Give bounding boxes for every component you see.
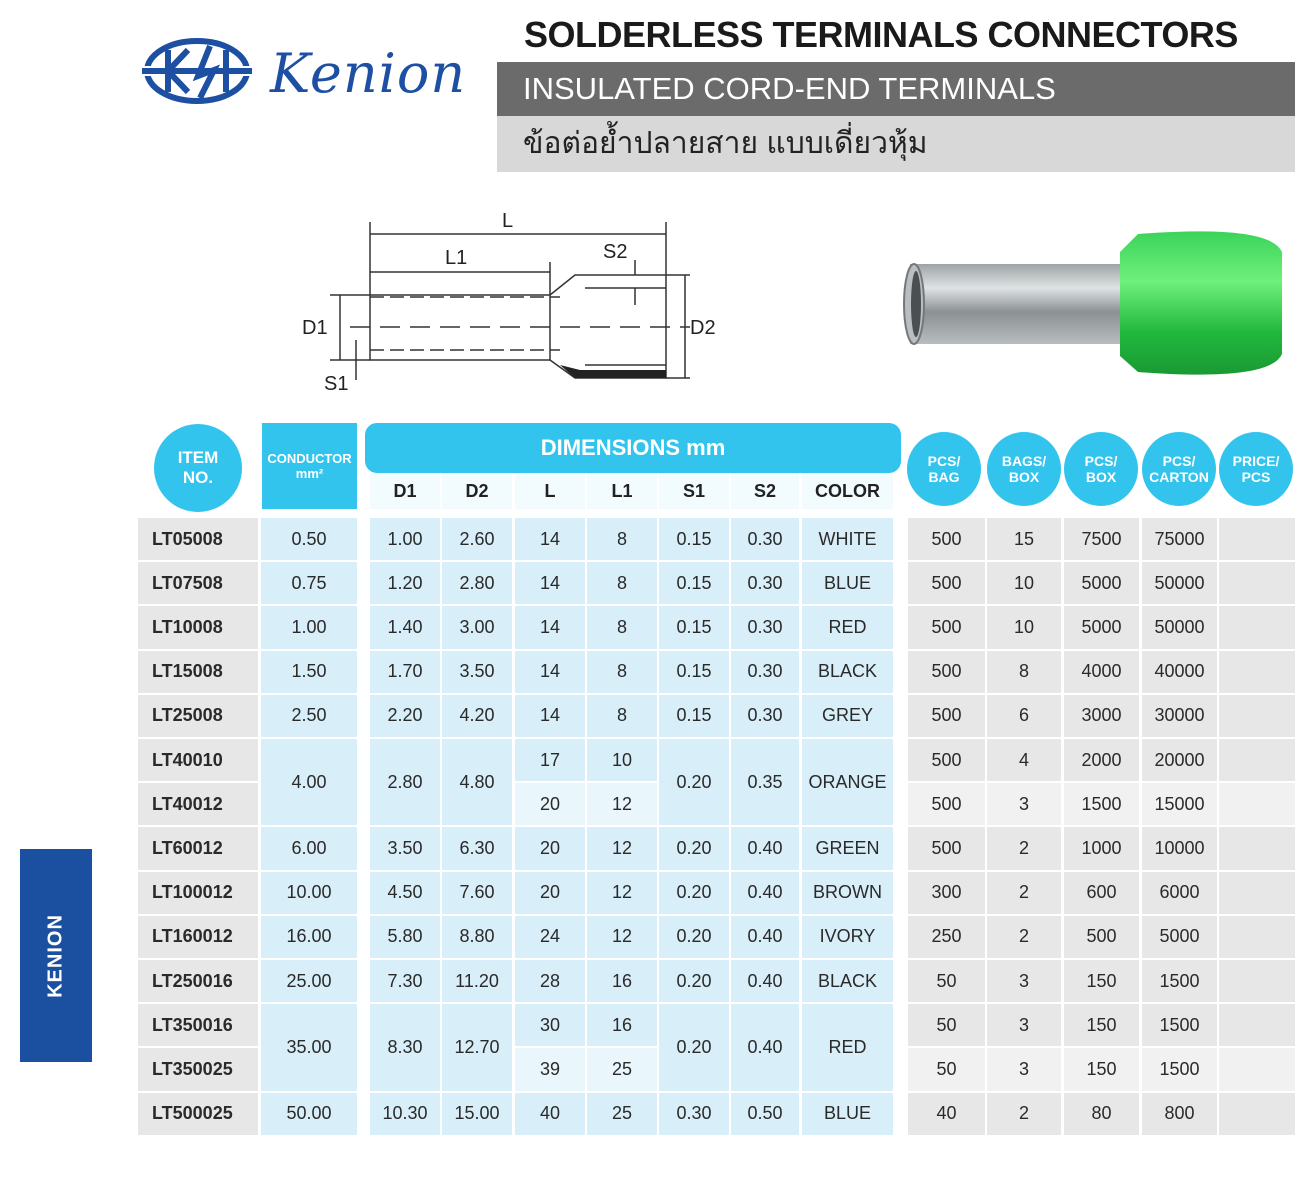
page-subtitle: INSULATED CORD-END TERMINALS (497, 62, 1295, 116)
cell-d1: 1.20 (370, 562, 440, 604)
cell-color: BROWN (802, 872, 893, 914)
cell-s2: 0.40 (731, 916, 799, 958)
side-brand-tab (20, 849, 92, 1062)
cell-l: 14 (515, 695, 585, 737)
cell-pcs_bag: 500 (908, 827, 985, 869)
cell-l: 24 (515, 916, 585, 958)
cell-l1: 8 (587, 606, 657, 648)
cell-price (1219, 872, 1295, 914)
cell-d1: 2.20 (370, 695, 440, 737)
cell-conductor: 35.00 (261, 1004, 357, 1090)
cell-conductor: 25.00 (261, 960, 357, 1002)
subheader-l1: L1 (587, 473, 657, 509)
cell-pcs_carton: 1500 (1142, 1048, 1217, 1090)
cell-pcs_box: 80 (1064, 1093, 1139, 1135)
brand-logo (138, 28, 488, 118)
cell-l: 39 (515, 1048, 585, 1090)
item-number-cell: LT10008 (138, 606, 258, 648)
cell-d2: 8.80 (442, 916, 512, 958)
page-subtitle-thai: ข้อต่อย้ำปลายสาย แบบเดี่ยวหุ้ม (497, 116, 1295, 172)
cell-d1: 5.80 (370, 916, 440, 958)
cell-color: RED (802, 1004, 893, 1090)
cell-d1: 2.80 (370, 739, 440, 825)
cell-l1: 10 (587, 739, 657, 781)
cell-bags_box: 2 (987, 827, 1061, 869)
cell-l1: 12 (587, 872, 657, 914)
cell-l: 14 (515, 562, 585, 604)
cell-pcs_carton: 40000 (1142, 651, 1217, 693)
cell-color: BLACK (802, 651, 893, 693)
cell-pcs_box: 150 (1064, 1048, 1139, 1090)
item-number-cell: LT100012 (138, 872, 258, 914)
cell-color: ORANGE (802, 739, 893, 825)
cell-pcs_box: 150 (1064, 960, 1139, 1002)
cell-pcs_carton: 20000 (1142, 739, 1217, 781)
cell-bags_box: 3 (987, 1004, 1061, 1046)
cell-l1: 8 (587, 695, 657, 737)
cell-d2: 4.80 (442, 739, 512, 825)
cell-pcs_carton: 1500 (1142, 960, 1217, 1002)
brand-name: Kenion (270, 42, 467, 105)
cell-pcs_carton: 5000 (1142, 916, 1217, 958)
label-D1: D1 (302, 317, 328, 339)
cell-price (1219, 518, 1295, 560)
cell-bags_box: 10 (987, 562, 1061, 604)
cell-s1: 0.20 (659, 739, 729, 825)
cell-d2: 3.50 (442, 651, 512, 693)
cell-pcs_bag: 40 (908, 1093, 985, 1135)
cell-pcs_bag: 50 (908, 960, 985, 1002)
cell-s1: 0.15 (659, 518, 729, 560)
cell-s1: 0.15 (659, 695, 729, 737)
terminal-product-image (880, 222, 1290, 382)
cell-s1: 0.20 (659, 1004, 729, 1090)
cell-price (1219, 651, 1295, 693)
item-number-cell: LT05008 (138, 518, 258, 560)
cell-color: RED (802, 606, 893, 648)
cell-l: 28 (515, 960, 585, 1002)
cell-pcs_bag: 500 (908, 562, 985, 604)
header-dimensions: DIMENSIONS mm (365, 423, 901, 473)
cell-l1: 8 (587, 651, 657, 693)
cell-price (1219, 827, 1295, 869)
header-price-pcs: PRICE/ PCS (1219, 432, 1293, 506)
cell-conductor: 50.00 (261, 1093, 357, 1135)
cell-s2: 0.40 (731, 827, 799, 869)
cell-pcs_bag: 300 (908, 872, 985, 914)
header-bags-box: BAGS/ BOX (987, 432, 1061, 506)
cell-s1: 0.15 (659, 606, 729, 648)
cell-price (1219, 695, 1295, 737)
cell-bags_box: 8 (987, 651, 1061, 693)
item-number-cell: LT40010 (138, 739, 258, 781)
cell-s1: 0.20 (659, 872, 729, 914)
cell-d1: 10.30 (370, 1093, 440, 1135)
kenion-logo-icon (138, 36, 256, 106)
cell-d1: 3.50 (370, 827, 440, 869)
header-item-no: ITEM NO. (154, 424, 242, 512)
cell-bags_box: 3 (987, 960, 1061, 1002)
header-pcs-box: PCS/ BOX (1064, 432, 1138, 506)
cell-pcs_box: 5000 (1064, 562, 1139, 604)
cell-bags_box: 3 (987, 1048, 1061, 1090)
cell-s2: 0.30 (731, 518, 799, 560)
cell-bags_box: 15 (987, 518, 1061, 560)
cell-conductor: 1.50 (261, 651, 357, 693)
cell-pcs_box: 7500 (1064, 518, 1139, 560)
cell-l1: 25 (587, 1093, 657, 1135)
cell-s1: 0.20 (659, 916, 729, 958)
item-number-cell: LT350016 (138, 1004, 258, 1046)
cell-d1: 1.70 (370, 651, 440, 693)
cell-pcs_carton: 50000 (1142, 562, 1217, 604)
cell-color: GREEN (802, 827, 893, 869)
cell-conductor: 2.50 (261, 695, 357, 737)
cell-s2: 0.30 (731, 562, 799, 604)
cell-pcs_bag: 50 (908, 1048, 985, 1090)
side-brand-label: KENION (44, 913, 67, 998)
cell-l1: 8 (587, 562, 657, 604)
cell-color: BLUE (802, 1093, 893, 1135)
item-number-cell: LT25008 (138, 695, 258, 737)
cell-s1: 0.15 (659, 651, 729, 693)
cell-pcs_bag: 500 (908, 695, 985, 737)
subheader-l: L (515, 473, 585, 509)
header-conductor: CONDUCTOR mm² (262, 423, 357, 509)
cell-l: 14 (515, 518, 585, 560)
cell-s2: 0.30 (731, 606, 799, 648)
cell-pcs_box: 5000 (1064, 606, 1139, 648)
label-L1: L1 (445, 247, 468, 269)
item-number-cell: LT40012 (138, 783, 258, 825)
cell-price (1219, 783, 1295, 825)
cell-s2: 0.50 (731, 1093, 799, 1135)
item-number-cell: LT500025 (138, 1093, 258, 1135)
cell-pcs_carton: 800 (1142, 1093, 1217, 1135)
cell-color: GREY (802, 695, 893, 737)
item-number-cell: LT60012 (138, 827, 258, 869)
subheader-d1: D1 (370, 473, 440, 509)
cell-l: 14 (515, 651, 585, 693)
cell-bags_box: 4 (987, 739, 1061, 781)
cell-conductor: 16.00 (261, 916, 357, 958)
cell-bags_box: 6 (987, 695, 1061, 737)
cell-pcs_bag: 500 (908, 606, 985, 648)
label-S1: S1 (324, 373, 349, 395)
cell-price (1219, 960, 1295, 1002)
cell-price (1219, 739, 1295, 781)
cell-s2: 0.40 (731, 960, 799, 1002)
cell-d2: 7.60 (442, 872, 512, 914)
cell-conductor: 0.50 (261, 518, 357, 560)
item-number-cell: LT15008 (138, 651, 258, 693)
item-number-cell: LT250016 (138, 960, 258, 1002)
cell-bags_box: 3 (987, 783, 1061, 825)
cell-pcs_bag: 500 (908, 739, 985, 781)
cell-color: IVORY (802, 916, 893, 958)
cell-pcs_box: 500 (1064, 916, 1139, 958)
cell-l: 40 (515, 1093, 585, 1135)
item-number-cell: LT07508 (138, 562, 258, 604)
cell-s2: 0.40 (731, 872, 799, 914)
cell-l1: 12 (587, 916, 657, 958)
header-pcs-carton: PCS/ CARTON (1142, 432, 1216, 506)
cell-pcs_carton: 30000 (1142, 695, 1217, 737)
cell-bags_box: 2 (987, 872, 1061, 914)
cell-d2: 3.00 (442, 606, 512, 648)
cell-pcs_bag: 500 (908, 651, 985, 693)
cell-l1: 12 (587, 783, 657, 825)
cell-price (1219, 606, 1295, 648)
cell-bags_box: 2 (987, 1093, 1061, 1135)
cell-price (1219, 1093, 1295, 1135)
cell-s1: 0.20 (659, 827, 729, 869)
page-title: SOLDERLESS TERMINALS CONNECTORS (524, 14, 1238, 55)
cell-price (1219, 1004, 1295, 1046)
cell-price (1219, 916, 1295, 958)
subheader-color: COLOR (802, 473, 893, 509)
cell-pcs_bag: 250 (908, 916, 985, 958)
cell-d1: 7.30 (370, 960, 440, 1002)
cell-d2: 12.70 (442, 1004, 512, 1090)
cell-l: 30 (515, 1004, 585, 1046)
cell-l1: 12 (587, 827, 657, 869)
cell-d2: 2.60 (442, 518, 512, 560)
cell-pcs_box: 4000 (1064, 651, 1139, 693)
terminal-dimension-diagram (290, 200, 750, 400)
cell-pcs_box: 150 (1064, 1004, 1139, 1046)
cell-d2: 4.20 (442, 695, 512, 737)
cell-s1: 0.20 (659, 960, 729, 1002)
cell-bags_box: 10 (987, 606, 1061, 648)
cell-color: BLUE (802, 562, 893, 604)
cell-pcs_box: 3000 (1064, 695, 1139, 737)
cell-l: 20 (515, 827, 585, 869)
cell-conductor: 6.00 (261, 827, 357, 869)
cell-l: 20 (515, 783, 585, 825)
header-pcs-bag: PCS/ BAG (907, 432, 981, 506)
cell-s2: 0.35 (731, 739, 799, 825)
cell-s1: 0.30 (659, 1093, 729, 1135)
cell-price (1219, 562, 1295, 604)
cell-l: 20 (515, 872, 585, 914)
cell-d1: 8.30 (370, 1004, 440, 1090)
subheader-s2: S2 (731, 473, 799, 509)
cell-s2: 0.30 (731, 651, 799, 693)
cell-conductor: 1.00 (261, 606, 357, 648)
cell-l: 17 (515, 739, 585, 781)
cell-d1: 1.40 (370, 606, 440, 648)
cell-l1: 16 (587, 1004, 657, 1046)
cell-d2: 6.30 (442, 827, 512, 869)
label-L: L (502, 210, 514, 232)
cell-s2: 0.30 (731, 695, 799, 737)
cell-conductor: 4.00 (261, 739, 357, 825)
cell-pcs_box: 600 (1064, 872, 1139, 914)
cell-pcs_box: 2000 (1064, 739, 1139, 781)
cell-d2: 2.80 (442, 562, 512, 604)
cell-conductor: 10.00 (261, 872, 357, 914)
cell-pcs_bag: 500 (908, 518, 985, 560)
cell-pcs_box: 1500 (1064, 783, 1139, 825)
cell-pcs_carton: 1500 (1142, 1004, 1217, 1046)
cell-l1: 8 (587, 518, 657, 560)
cell-d1: 4.50 (370, 872, 440, 914)
cell-pcs_bag: 50 (908, 1004, 985, 1046)
cell-s1: 0.15 (659, 562, 729, 604)
subheader-d2: D2 (442, 473, 512, 509)
cell-d2: 11.20 (442, 960, 512, 1002)
cell-s2: 0.40 (731, 1004, 799, 1090)
cell-d1: 1.00 (370, 518, 440, 560)
cell-pcs_bag: 500 (908, 783, 985, 825)
cell-pcs_carton: 15000 (1142, 783, 1217, 825)
cell-pcs_carton: 75000 (1142, 518, 1217, 560)
label-D2: D2 (690, 317, 716, 339)
cell-d2: 15.00 (442, 1093, 512, 1135)
subheader-s1: S1 (659, 473, 729, 509)
cell-bags_box: 2 (987, 916, 1061, 958)
cell-price (1219, 1048, 1295, 1090)
cell-pcs_box: 1000 (1064, 827, 1139, 869)
cell-l1: 25 (587, 1048, 657, 1090)
cell-conductor: 0.75 (261, 562, 357, 604)
item-number-cell: LT160012 (138, 916, 258, 958)
cell-l1: 16 (587, 960, 657, 1002)
label-S2: S2 (603, 241, 628, 263)
cell-pcs_carton: 50000 (1142, 606, 1217, 648)
cell-l: 14 (515, 606, 585, 648)
cell-color: BLACK (802, 960, 893, 1002)
item-number-cell: LT350025 (138, 1048, 258, 1090)
cell-pcs_carton: 6000 (1142, 872, 1217, 914)
cell-pcs_carton: 10000 (1142, 827, 1217, 869)
cell-color: WHITE (802, 518, 893, 560)
